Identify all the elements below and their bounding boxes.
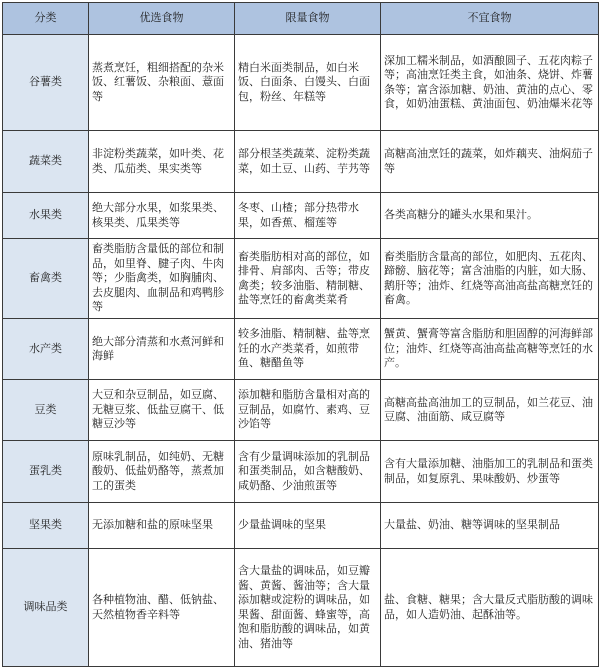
header-avoid: 不宜食物 (381, 3, 599, 35)
preferred-cell: 蒸煮烹饪，粗细搭配的杂米饭、红薯饭、杂粮面、薏面等 (89, 35, 235, 131)
category-cell: 蛋乳类 (3, 441, 89, 503)
avoid-cell: 高糖高盐高油加工的豆制品，如兰花豆、油豆腐、油面筋、咸豆腐等 (381, 380, 599, 441)
avoid-cell: 盐、食糖、糖果；含大量反式脂肪酸的调味品，如人造奶油、起酥油等。 (381, 549, 599, 667)
avoid-cell: 畜类脂肪含量高的部位，如肥肉、五花肉、蹄髈、脑花等；富含油脂的内脏，如大肠、鹅肝等；油炸、红烧等高油高盐高糖烹饪的畜禽。 (381, 239, 599, 319)
limited-cell: 冬枣、山楂；部分热带水果，如香蕉、榴莲等 (235, 193, 381, 239)
category-cell: 谷薯类 (3, 35, 89, 131)
header-row (3, 3, 599, 35)
preferred-cell: 原味乳制品，如纯奶、无糖酸奶、低盐奶酪等，蒸煮加工的蛋类 (89, 441, 235, 503)
table-row (3, 35, 599, 131)
avoid-cell: 高糖高油烹饪的蔬菜，如炸藕夹、油焖茄子等 (381, 131, 599, 193)
category-cell: 畜禽类 (3, 239, 89, 319)
avoid-cell: 各类高糖分的罐头水果和果汁。 (381, 193, 599, 239)
table-row (3, 239, 599, 319)
header-limited: 限量食物 (235, 3, 381, 35)
preferred-cell: 非淀粉类蔬菜，如叶类、花类、瓜茄类、果实类等 (89, 131, 235, 193)
limited-cell: 含有少量调味添加的乳制品和蛋类制品，如含糖酸奶、咸奶酪、少油煎蛋等 (235, 441, 381, 503)
preferred-cell: 无添加糖和盐的原味坚果 (89, 503, 235, 549)
table-row (3, 503, 599, 549)
table-row (3, 131, 599, 193)
table-row (3, 193, 599, 239)
table-row (3, 549, 599, 667)
table-row (3, 441, 599, 503)
limited-cell: 添加糖和脂肪含量相对高的豆制品，如腐竹、素鸡、豆沙馅等 (235, 380, 381, 441)
preferred-cell: 绝大部分清蒸和水煮河鲜和海鲜 (89, 319, 235, 380)
header-category: 分类 (3, 3, 89, 35)
category-cell: 水果类 (3, 193, 89, 239)
limited-cell: 畜类脂肪相对高的部位，如排骨、肩部肉、舌等；带皮禽类；较多油脂、精制糖、盐等烹饪的畜禽类菜肴 (235, 239, 381, 319)
category-cell: 蔬菜类 (3, 131, 89, 193)
food-guide-table (2, 2, 599, 667)
avoid-cell: 含有大量添加糖、油脂加工的乳制品和蛋类制品，如复原乳、果味酸奶、炒蛋等 (381, 441, 599, 503)
preferred-cell: 各种植物油、醋、低钠盐、天然植物香辛料等 (89, 549, 235, 667)
category-cell: 坚果类 (3, 503, 89, 549)
limited-cell: 较多油脂、精制糖、盐等烹饪的水产类菜肴，如煎带鱼、糖醋鱼等 (235, 319, 381, 380)
limited-cell: 精白米面类制品，如白米饭、白面条、白馒头、白面包，粉丝、年糕等 (235, 35, 381, 131)
limited-cell: 含大量盐的调味品，如豆瓣酱、黄酱、酱油等；含大量添加糖或淀粉的调味品，如果酱、甜面酱、蜂蜜等，高饱和脂肪酸的调味品，如黄油、猪油等 (235, 549, 381, 667)
avoid-cell: 蟹黄、蟹膏等富含脂肪和胆固醇的河海鲜部位；油炸、红烧等高油高盐高糖等烹饪的水产。 (381, 319, 599, 380)
avoid-cell: 大量盐、奶油、糖等调味的坚果制品 (381, 503, 599, 549)
category-cell: 调味品类 (3, 549, 89, 667)
category-cell: 水产类 (3, 319, 89, 380)
table-row (3, 380, 599, 441)
preferred-cell: 畜类脂肪含量低的部位和制品，如里脊、腱子肉、牛肉等；少脂禽类，如胸脯肉、去皮腿肉、血制品和鸡鸭胗等 (89, 239, 235, 319)
limited-cell: 部分根茎类蔬菜、淀粉类蔬菜，如土豆、山药、芋艿等 (235, 131, 381, 193)
limited-cell: 少量盐调味的坚果 (235, 503, 381, 549)
header-preferred: 优选食物 (89, 3, 235, 35)
table-row (3, 319, 599, 380)
category-cell: 豆类 (3, 380, 89, 441)
preferred-cell: 绝大部分水果，如浆果类、核果类、瓜果类等 (89, 193, 235, 239)
preferred-cell: 大豆和杂豆制品，如豆腐、无糖豆浆、低盐豆腐干、低糖豆沙等 (89, 380, 235, 441)
avoid-cell: 深加工糯米制品，如酒酿圆子、五花肉粽子等；高油烹饪类主食，如油条、烧饼、炸薯条等；富含添加糖、奶油、黄油的点心、零食，如奶油蛋糕、黄油面包、奶油爆米花等 (381, 35, 599, 131)
